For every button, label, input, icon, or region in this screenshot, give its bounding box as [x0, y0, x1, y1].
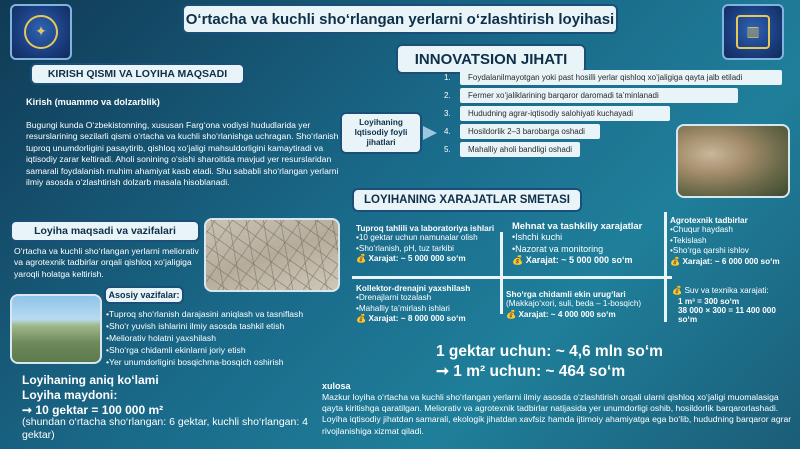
item-number: 5. [444, 145, 451, 154]
cost-water [672, 286, 796, 324]
total-per-hectare: 1 gektar uchun: ~ 4,6 mln so‘m [436, 343, 663, 360]
cost-line: •Sho‘rlanish, pH, tuz tarkibi [356, 243, 454, 253]
cost-line: •Tekislash [670, 235, 707, 245]
cost-line: •10 gektar uchun namunalar olish [356, 233, 478, 242]
tasks-header: Asosiy vazifalar: [104, 286, 184, 304]
cost-line: •Chuqur haydash [670, 225, 733, 234]
university-logo-right [722, 4, 784, 60]
cost-title: Kollektor-drenajni yaxshilash [356, 284, 471, 293]
goals-header: Loyiha maqsadi va vazifalari [10, 220, 200, 242]
innovation-header: INNOVATSION JIHATI [396, 44, 586, 74]
list-item: •Meliorativ holatni yaxshilash [106, 333, 217, 343]
conclusion-header: xulosa [322, 381, 351, 391]
cost-agro [670, 216, 796, 267]
item-number: 3. [444, 109, 451, 118]
item-number: 1. [444, 73, 451, 82]
item-number: 4. [444, 127, 451, 136]
intro-subheading: Kirish (muammo va dolzarblik) [26, 97, 160, 107]
list-item: •Yer unumdorligini bosqichma-bosqich oshirish [106, 357, 284, 367]
list-item: •Sho‘r yuvish ishlarini ilmiy asosda tashkil etish [106, 321, 285, 331]
item-text: Fermer xo‘jaliklarining barqaror daromadi ta’minlanadi [460, 88, 738, 103]
cost-title: Sho‘rga chidamli ekin urug‘lari [506, 290, 626, 299]
cost-seeds [506, 290, 662, 320]
area-value: ➞ 10 gektar = 100 000 m² [22, 403, 164, 417]
innovation-box: Loyihaning Iqtisodiy foyli jihatlari [340, 112, 422, 154]
item-text: Hududning agrar-iqtisodiy salohiyati kuchayadi [460, 106, 670, 121]
page-title: O‘rtacha va kuchli sho‘rlangan yerlarni o‘zlashtirish loyihasi [182, 4, 618, 34]
tasks-list [106, 308, 346, 368]
cost-amount: 💰 Xarajat: ~ 4 000 000 so‘m [506, 309, 616, 319]
goals-body: O‘rtacha va kuchli sho‘rlangan yerlarni meliorativ va agrotexnik tadbirlar orqali qishloq xo‘jaligiga yaroqli holatga keltirish. [14, 246, 199, 279]
cost-title: Agrotexnik tadbirlar [670, 216, 748, 225]
university-logo-left [10, 4, 72, 60]
cost-amount: 💰 Xarajat: ~ 5 000 000 so‘m [512, 255, 633, 265]
area-breakdown: (shundan o‘rtacha sho‘rlangan: 6 gektar, kuchli sho‘rlangan: 4 gektar) [22, 416, 309, 441]
intro-body: Bugungi kunda O‘zbekistonning, xususan Farg‘ona vodiysi hududlarida yer resurslarining sezilarli qismi o‘rtacha va kuchli sho‘rlanishga uchragan. Sho‘rlanish tuproq unumdorligini pasaytirib, qishloq xo‘jaligi mahsuldorligini kamaytiradi va iqtisodiy zarar keltiradi. Aholi sonining o‘sishi sharoitida mavjud yer resurslaridan samarali foydalanish muhim ahamiyat kasb etadi. Shu sababli sho‘rlangan yerlarni ilmiy asosda o‘zlashtirish dolzarb masala hisoblanadi. [26, 120, 339, 188]
cost-amount: 💰 Xarajat: ~ 8 000 000 so‘m [356, 314, 466, 324]
timeline-line [352, 276, 672, 279]
satellite-map-photo [676, 124, 790, 198]
total-per-m2: ➞ 1 m² uchun: ~ 464 so‘m [436, 363, 626, 380]
cost-title: Mehnat va tashkiliy xarajatlar [512, 220, 643, 231]
saline-field-photo [10, 294, 102, 364]
list-item [444, 106, 784, 121]
cost-labor [512, 220, 662, 266]
arrow-right-icon [423, 126, 437, 140]
list-item [444, 70, 784, 85]
conclusion-body: Mazkur loyiha o‘rtacha va kuchli sho‘rlangan yerlarni ilmiy asosda o‘zlashtirish orqali ularni qishloq xo‘jaligi muomalasiga qayta kiritishga qaratilgan. Meliorativ va agrotexnik tadbirlar natijasida yer unumdorligi oshib, hosildorlik barqarorlashadi. Loyiha iqtisodiy jihatdan samarali, ekologik jihatdan xavfsiz hamda ijtimoiy ahamiyatga ega bo‘lib, hududning barqaror agrar rivojlanishiga xizmat qiladi. [322, 392, 792, 436]
list-item: •Sho‘rga chidamli ekinlarni joriy etish [106, 345, 246, 355]
item-number: 2. [444, 91, 451, 100]
cost-line: 38 000 × 300 = 11 400 000 so‘m [678, 305, 776, 324]
cost-line: 1 m³ = 300 so‘m [678, 296, 740, 306]
cost-line: •Drenajlarni tozalash [356, 293, 432, 302]
cost-soil [356, 224, 500, 264]
cost-line: 💰 Suv va texnika xarajati: [672, 286, 769, 295]
item-text: Foydalanilmayotgan yoki past hosilli yerlar qishloq xo‘jaligiga qayta jalb etiladi [460, 70, 782, 85]
timeline-divider [500, 232, 503, 314]
list-item: •Tuproq sho‘rlanish darajasini aniqlash va tasniflash [106, 309, 304, 319]
list-item [444, 88, 784, 103]
area-title: Loyihaning aniq ko‘lami [22, 373, 159, 387]
intro-header: KIRISH QISMI VA LOYIHA MAQSADI [30, 63, 245, 85]
cost-line: •Sho‘rga qarshi ishlov [670, 246, 749, 256]
area-label: Loyiha maydoni: [22, 388, 118, 402]
emblem-icon: ✦ [24, 15, 58, 49]
cost-title: Tuproq tahlili va laboratoriya ishlari [356, 224, 495, 233]
cost-drainage [356, 284, 500, 324]
timeline-divider [664, 212, 667, 322]
cost-amount: 💰 Xarajat: ~ 6 000 000 so‘m [670, 256, 780, 266]
cost-line: •Mahalliy ta’mirlash ishlari [356, 303, 450, 313]
emblem-icon: ▥ [736, 15, 770, 49]
cost-line: (Makkajo‘xori, suli, beda – 1-bosqich) [506, 299, 642, 308]
cost-line: •Ishchi kuchi [512, 232, 563, 242]
cracked-soil-photo [204, 218, 340, 292]
cost-amount: 💰 Xarajat: ~ 5 000 000 so‘m [356, 254, 466, 264]
item-text: Mahalliy aholi bandligi oshadi [460, 142, 580, 157]
costs-header: LOYIHANING XARAJATLAR SMETASI [352, 188, 582, 212]
cost-line: •Nazorat va monitoring [512, 244, 604, 254]
item-text: Hosildorlik 2–3 barobarga oshadi [460, 124, 600, 139]
